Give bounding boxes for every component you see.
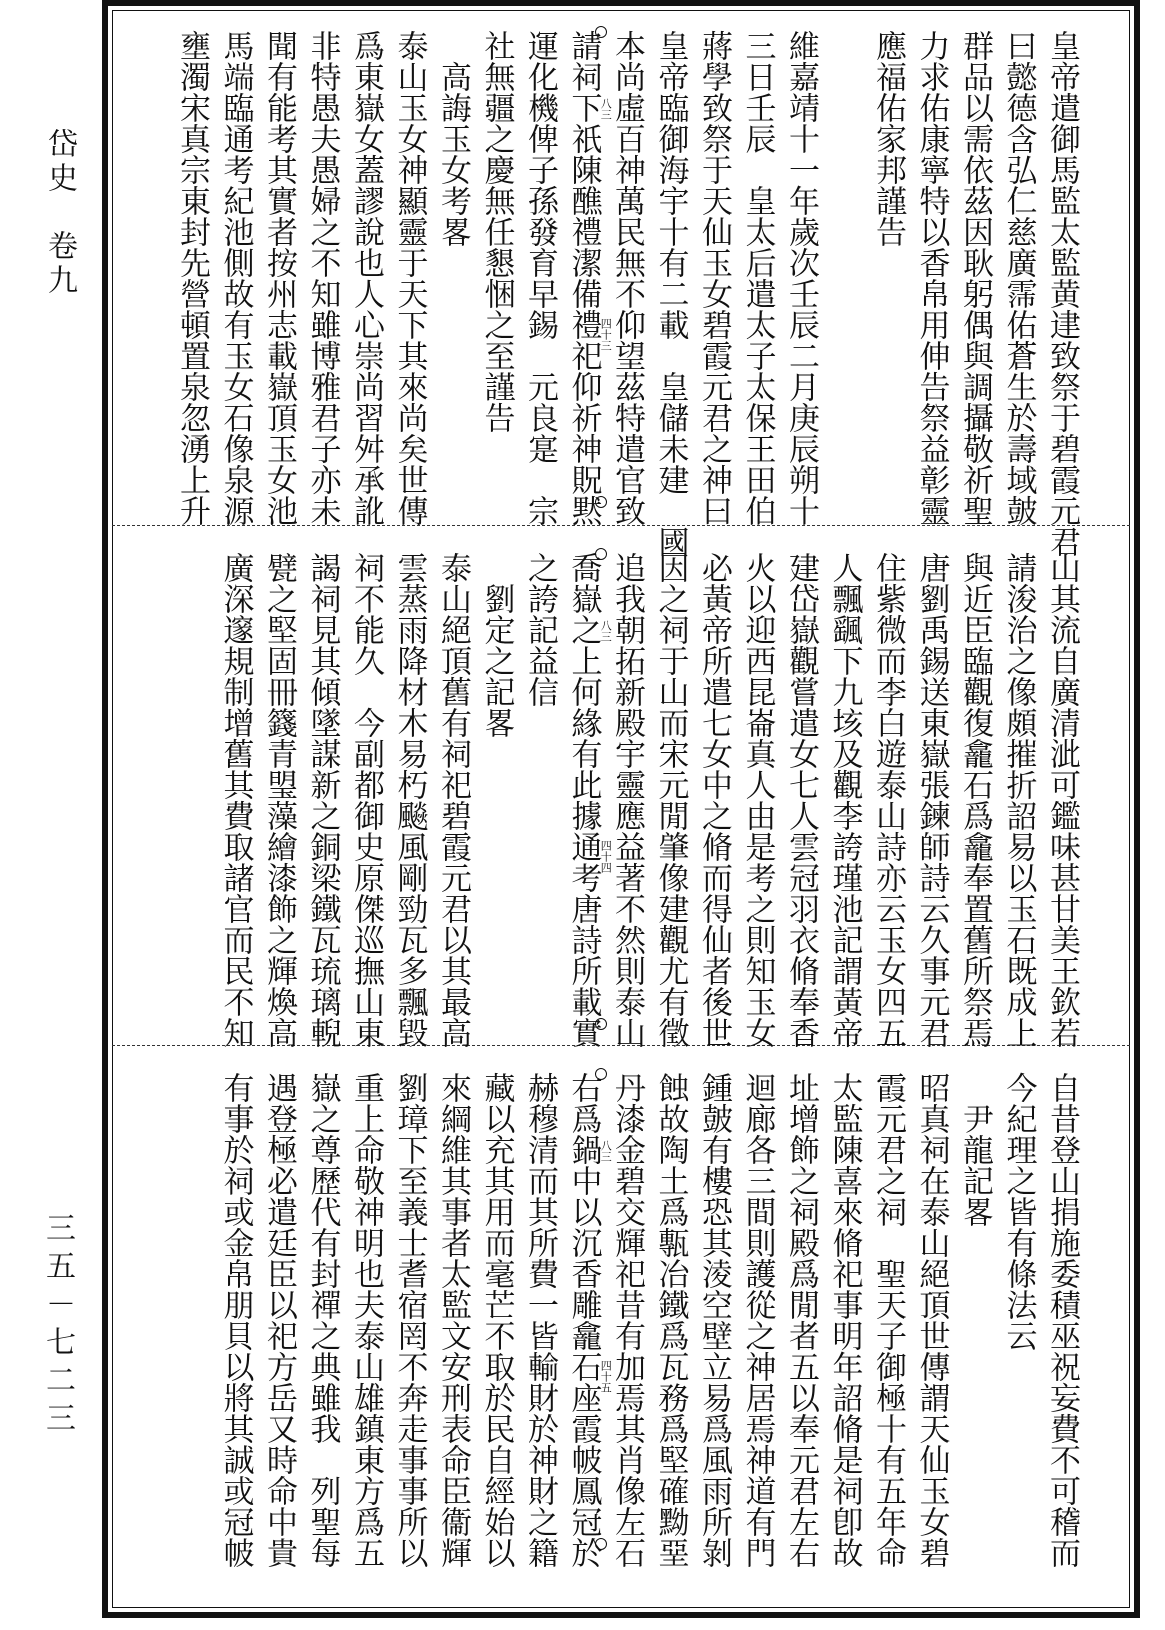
circle-mark (595, 548, 607, 560)
text-column: 今紀理之皆有條法云 (1000, 1072, 1037, 1351)
text-column: 址增飾之祠殿爲閒者五以奉元君左右 (783, 1072, 819, 1568)
text-panel (112, 1060, 1130, 1568)
fold-mark: 八三 (599, 620, 613, 642)
fold-mark: 四十三 (599, 318, 613, 351)
text-column: 昭真祠在泰山絕頂世傳謂天仙玉女碧 (913, 1072, 950, 1568)
text-column: 廣深邃規制增舊其費取諸官而民不知 (217, 552, 254, 1048)
text-column: 曰懿德含弘仁慈廣霈佑蒼生於壽域皷 (1000, 30, 1037, 526)
text-column: 高誨玉女考畧 (435, 30, 471, 247)
text-column: 與近臣臨觀復龕石爲龕奉置舊所祭焉 (957, 552, 993, 1048)
text-column: 火以迎西昆崙真人由是考之則知玉女 (739, 552, 776, 1048)
margin-title: 岱史 卷九 (42, 128, 77, 298)
text-column: 蝕故陶土爲甎冶鐵爲瓦務爲堅確黝堊 (652, 1072, 689, 1568)
circle-mark (595, 1538, 607, 1550)
text-column: 右爲鍋中以沉香雕龕石座霞帔鳳冠於 (565, 1072, 602, 1568)
text-column: 馬端臨通考紀池側故有玉女石像泉源 (217, 30, 254, 526)
fold-mark: 四十五 (599, 1360, 613, 1393)
text-column: 必黃帝所遣七女中之脩而得仙者後世 (696, 552, 732, 1048)
text-column: 來綱維其事者太監文安刑表命臣衞輝 (435, 1072, 471, 1568)
text-column: 劉璋下至義士耆宿罔不奔走事事所以 (391, 1072, 428, 1568)
text-column: 三日壬辰 皇太后遣太子太保王田伯 (739, 30, 776, 526)
text-column: 赫穆清而其所費一皆輸財於神財之籍 (522, 1072, 558, 1568)
text-column: 重上命敬神明也夫泰山雄鎮東方爲五 (348, 1072, 384, 1568)
circle-mark (595, 26, 607, 38)
text-column: 唐劉禹錫送東嶽張鍊師詩云久事元君 (913, 552, 950, 1048)
text-column: 祠不能久 今副都御史原傑巡撫山東 (348, 552, 384, 1048)
text-column: 爲東嶽女蓋謬說也人心崇尚習舛承訛 (348, 30, 384, 526)
text-column: 有事於祠或金帛朋貝以將其誠或冠帔 (217, 1072, 254, 1568)
text-column: 泰山玉女神顯靈于天下其來尚矣世傳 (391, 30, 428, 526)
text-column: 山其流自廣清泚可鑑味甚甘美王欽若 (1044, 552, 1080, 1048)
circle-mark (595, 1068, 607, 1080)
text-column: 皇帝遣御馬監太監黄䢖致祭于碧霞元君 (1044, 30, 1080, 557)
text-column: 力求佑康寧特以香帛用伸告祭益彰靈 (913, 30, 950, 526)
text-column: 請祠下祇陳醮禮潔備禮祀仰祈神貺黙 (565, 30, 602, 526)
text-column: 自昔登山捐施委積巫祝妄費不可稽而 (1044, 1072, 1080, 1568)
text-column: 社無疆之慶無任懇悃之至謹告 (478, 30, 515, 433)
text-column: 泰山絕頂舊有祠祀碧霞元君以其最高 (435, 552, 471, 1048)
text-column: 聞有能考其實者按州志載嶽頂玉女池 (261, 30, 297, 526)
text-panel (112, 540, 1130, 1048)
text-column: 霞元君之祠 聖天子御極十有五年命 (870, 1072, 906, 1568)
text-column: 雲蒸雨降材木易朽飈風剛勁瓦多飄毀 (391, 552, 428, 1048)
text-column: 應福佑家邦謹告 (870, 30, 906, 247)
text-column: 維嘉靖十一年歲次壬辰二月庚辰朔十 (783, 30, 819, 526)
text-column: 甓之堅固冊籛青琞藻繪漆飾之輝煥高 (261, 552, 297, 1048)
margin-page-number: 三五－七二三 (40, 1212, 75, 1440)
text-column: 尹龍記畧 (957, 1072, 993, 1227)
text-column: 蔣學致祭于天仙玉女碧霞元君之神曰 (696, 30, 732, 526)
text-column: 丹漆金碧交輝祀昔有加焉其肖像左石 (609, 1072, 645, 1568)
text-column: 嶽之尊歷代有封禪之典雖我 列聖每 (304, 1072, 341, 1568)
fold-mark: 四十四 (599, 840, 613, 873)
text-column: 藏以充其用而毫芒不取於民自經始以 (478, 1072, 515, 1568)
circle-mark (595, 496, 607, 508)
text-column: 建岱嶽觀嘗遣女七人雲冠羽衣脩奉香 (783, 552, 819, 1048)
text-column: 運化機俾子孫發育早錫 元良寔 宗 (522, 30, 558, 526)
text-column: 皇帝臨御海宇十有二載 皇儲未建 國 (652, 30, 689, 557)
text-column: 劉定之記畧 (478, 552, 515, 738)
text-column: 喬嶽之上何緣有此據通考唐詩所載實 (565, 552, 602, 1048)
text-column: 非特愚夫愚婦之不知雖博雅君子亦未 (304, 30, 341, 526)
text-column: 之誇記益信 (522, 552, 558, 707)
text-column: 謁祠見其傾墜謀新之銅梁鐵瓦琉璃輗 (304, 552, 341, 1048)
fold-mark: 八三 (599, 98, 613, 120)
text-column: 鍾皷有樓恐其淩空壁立易爲風雨所剝 (696, 1072, 732, 1568)
text-column: 住紫微而李白遊泰山詩亦云玉女四五 (870, 552, 906, 1048)
text-panel (112, 18, 1130, 557)
text-column: 迴廊各三間則護從之神居焉神道有門 (739, 1072, 776, 1568)
fold-mark: 八三 (599, 1140, 613, 1162)
text-column: 遇登極必遣廷臣以祀方岳又時命中貴 (261, 1072, 297, 1568)
text-column: 群品以需依茲因耿躬偶與調攝敬祈聖 (957, 30, 993, 526)
text-column: 請浚治之像頗摧折詔易以玉石既成上 (1000, 552, 1037, 1048)
text-column: 追我朝拓新殿宇靈應益著不然則泰山 (609, 552, 645, 1048)
text-column: 太監陳喜來脩祀事明年詔脩是祠卽故 (826, 1072, 863, 1568)
circle-mark (595, 1018, 607, 1030)
text-column: 壅濁宋真宗東封先營頓置泉忽湧上升 (174, 30, 210, 526)
text-column: 因之祠于山而宋元閒肇像建觀尤有徵 (652, 552, 689, 1048)
text-column: 人飄颻下九垓及觀李誇瑾池記謂黃帝 (826, 552, 863, 1048)
text-column: 本尚虛百神萬民無不仰望茲特遣官致 (609, 30, 645, 526)
